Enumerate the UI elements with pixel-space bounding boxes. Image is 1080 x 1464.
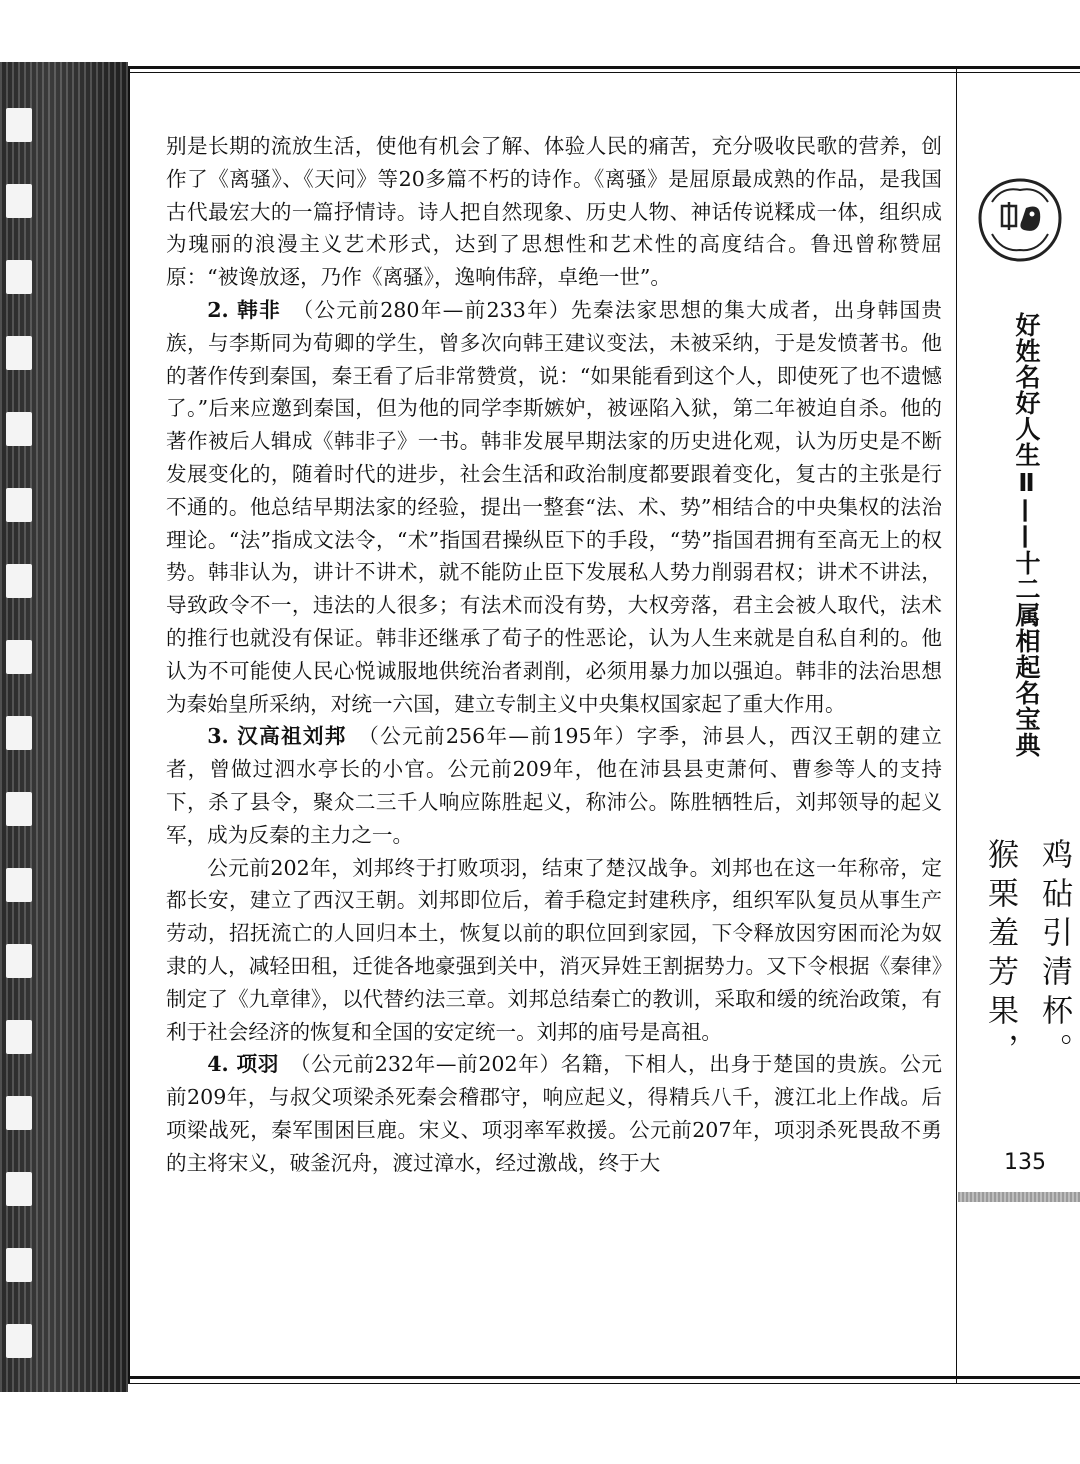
page-number-bar bbox=[958, 1192, 1080, 1202]
sprocket-hole bbox=[6, 868, 32, 902]
section-heading: 4. 项羽 bbox=[207, 1052, 279, 1077]
top-rule-thin bbox=[128, 72, 1080, 73]
top-rule bbox=[128, 66, 1080, 69]
sprocket-hole bbox=[6, 412, 32, 446]
film-sprocket-holes bbox=[6, 62, 32, 1392]
bottom-rule bbox=[128, 1376, 1080, 1379]
main-text bbox=[166, 130, 942, 1180]
sprocket-hole bbox=[6, 108, 32, 142]
sprocket-hole bbox=[6, 260, 32, 294]
sprocket-hole bbox=[6, 640, 32, 674]
zodiac-emblem-icon bbox=[972, 172, 1068, 268]
sprocket-hole bbox=[6, 1324, 32, 1358]
sprocket-hole bbox=[6, 184, 32, 218]
sprocket-hole bbox=[6, 716, 32, 750]
poem-line: 猴栗羞芳果， bbox=[982, 838, 1018, 1072]
left-frame-rule bbox=[128, 66, 130, 1384]
column-divider bbox=[956, 66, 957, 1384]
sprocket-hole bbox=[6, 1248, 32, 1282]
sprocket-hole bbox=[6, 564, 32, 598]
paragraph-body: （公元前280年—前233年）先秦法家思想的集大成者，出身韩国贵族，与李斯同为荀卿的学生，曾多次向韩王建议变法，未被采纳，于是发愤著书。他的著作传到秦国，秦王看了后非常赞赏，说：“如果能看到这个人，即使死了也不遗憾了。”后来应邀到秦国，但为他的同学李斯嫉妒，被诬陷入狱，第二年被迫自杀。他的著作被后人辑成《韩非子》一书。韩非发展早期法家的历史进化观，认为历史是不断发展变化的，随着时代的进步，社会生活和政治制度都要跟着变化，复古的主张是行不通的。他总结早期法家的经验，提出一整套“法、术、势”相结合的中央集权的法治理论。“法”指成文法令，“术”指国君操纵臣下的手段，“势”指国君拥有至高无上的权势。韩非认为，讲计不讲术，就不能防止臣下发展私人势力削弱君权；讲术不讲法，导致政令不一，违法的人很多；有法术而没有势，大权旁落，君主会被人取代，法术的推行也就没有保证。韩非还继承了荀子的性恶论，认为人生来就是自私自利的。他认为不可能使人民心悦诚服地供统治者剥削，必须用暴力加以强迫。韩非的法治思想为秦始皇所采纳，对统一六国，建立专制主义中央集权国家起了重大作用。 bbox=[166, 297, 943, 716]
poem-line: 鸡砧引清杯。 bbox=[1036, 838, 1072, 1072]
sprocket-hole bbox=[6, 488, 32, 522]
section-heading: 3. 汉高祖刘邦 bbox=[207, 724, 347, 749]
sprocket-hole bbox=[6, 1172, 32, 1206]
sprocket-hole bbox=[6, 1096, 32, 1130]
book-title-vertical: 好姓名好人生Ⅱ——十二属相起名宝典 bbox=[1012, 312, 1041, 758]
bottom-rule-thin bbox=[128, 1383, 1080, 1384]
paragraph-body: （公元前256年—前195年）字季，沛县人，西汉王朝的建立者，曾做过泗水亭长的小官。公元前209年，他在沛县县吏萧何、曹参等人的支持下，杀了县令，聚众二三千人响应陈胜起义，称沛公。陈胜牺牲后，刘邦领导的起义军，成为反秦的主力之一。 bbox=[166, 724, 943, 847]
sprocket-hole bbox=[6, 336, 32, 370]
section-heading: 2. 韩非 bbox=[207, 297, 281, 322]
paragraph bbox=[166, 720, 942, 851]
paragraph bbox=[166, 294, 942, 720]
sprocket-hole bbox=[6, 1020, 32, 1054]
sprocket-hole bbox=[6, 944, 32, 978]
paragraph: 公元前202年，刘邦终于打败项羽，结束了楚汉战争。刘邦也在这一年称帝，定都长安，建立了西汉王朝。刘邦即位后，着手稳定封建秩序，组织军队复员从事生产劳动，招抚流亡的人回归本土，恢复以前的职位回到家园，下令释放因穷困而沦为奴隶的人，减轻田租，迁徙各地豪强到关中，消灭异姓王割据势力。又下令根据《秦律》制定了《九章律》，以代替约法三章。刘邦总结秦亡的教训，采取和缓的统治政策，有利于社会经济的恢复和全国的安定统一。刘邦的庙号是高祖。 bbox=[166, 855, 942, 1044]
film-strip-decoration bbox=[0, 62, 128, 1392]
paragraph: 别是长期的流放生活，使他有机会了解、体验人民的痛苦，充分吸收民歌的营养，创作了《离骚》、《天问》等20多篇不朽的诗作。《离骚》是屈原最成熟的作品，是我国古代最宏大的一篇抒情诗。诗人把自然现象、历史人物、神话传说糅成一体，组织成为瑰丽的浪漫主义艺术形式，达到了思想性和艺术性的高度结合。鲁迅曾称赞屈原：“被谗放逐，乃作《离骚》，逸响伟辞，卓绝一世”。 bbox=[166, 134, 942, 290]
paragraph-body: （公元前232年—前202年）名籍，下相人，出身于楚国的贵族。公元前209年，与叔父项梁杀死秦会稽郡守，响应起义，得精兵八千，渡江北上作战。后项梁战死，秦军围困巨鹿。宋义、项羽率军救援。公元前207年，项羽杀死畏敌不勇的主将宋义，破釜沉舟，渡过漳水，经过激战，终于大 bbox=[166, 1052, 943, 1175]
page-number: 135 bbox=[1004, 1150, 1046, 1175]
paragraph bbox=[166, 1048, 942, 1179]
sprocket-hole bbox=[6, 792, 32, 826]
